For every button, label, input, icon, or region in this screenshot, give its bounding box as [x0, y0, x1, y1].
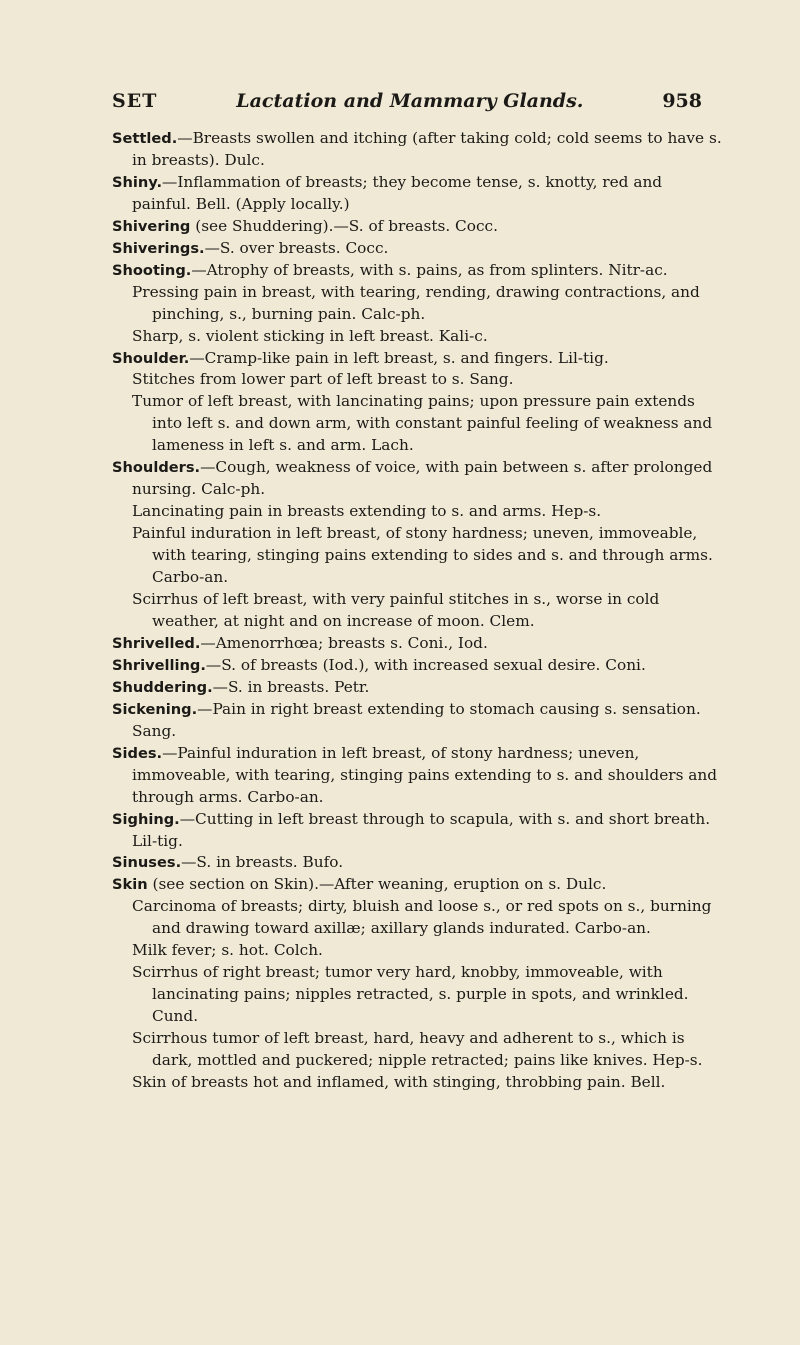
entry-text: Lancinating pain in breasts extending to s. and arms. Hep-s. — [132, 502, 602, 521]
entry-term: Sides. — [112, 744, 163, 762]
entry-heading — [112, 633, 722, 655]
entry-term: Skin — [112, 876, 148, 894]
entry-heading — [112, 743, 722, 809]
entry-heading — [112, 216, 722, 238]
entry-text: —S. in breasts. Petr. — [212, 677, 370, 696]
entry-term: Shiverings. — [112, 239, 205, 257]
entry-heading — [112, 457, 722, 501]
entry-list — [112, 128, 722, 1094]
entry-text: Carcinoma of breasts; dirty, bluish and loose s., or red spots on s., burning and drawing toward axillæ; axillary glands indurated. Carbo-an. — [132, 897, 712, 938]
entry-sub — [112, 896, 722, 940]
page-number: 958 — [662, 90, 702, 112]
entry-term: Shrivelled. — [112, 634, 201, 652]
entry-heading — [112, 655, 722, 677]
entry-heading — [112, 874, 722, 896]
entry-text: Milk fever; s. hot. Colch. — [132, 941, 323, 960]
entry-term: Shuddering. — [112, 678, 213, 696]
entry-text: Scirrhus of left breast, with very painful stitches in s., worse in cold weather, at night and on increase of moon. Clem. — [132, 590, 660, 630]
entry-text: Painful induration in left breast, of stony hardness; uneven, immoveable, with tearing, stinging pains extending to sides and s. and through arms. Carbo-an. — [132, 524, 713, 587]
header-guide-word: SET — [112, 90, 158, 112]
entry-text: Sharp, s. violent sticking in left breast. Kali-c. — [132, 326, 488, 345]
entry-text: Skin of breasts hot and inflamed, with stinging, throbbing pain. Bell. — [132, 1072, 666, 1091]
entry-term: Shoulder. — [112, 349, 190, 367]
entry-sub — [112, 589, 722, 633]
entry-term: Shiny. — [112, 173, 163, 191]
running-header — [112, 90, 702, 112]
entry-sub — [112, 523, 722, 589]
entry-text: (see Shuddering).—S. of breasts. Cocc. — [190, 216, 498, 235]
entry-text: Stitches from lower part of left breast to s. Sang. — [132, 370, 514, 389]
entry-text: Scirrhus of right breast; tumor very hard, knobby, immoveable, with lancinating pains; nipples retracted, s. purple in spots, and wrinkled. Cund. — [132, 963, 689, 1026]
entry-heading — [112, 260, 722, 282]
entry-term: Shoulders. — [112, 459, 201, 477]
entry-heading — [112, 172, 722, 216]
entry-text: —S. over breasts. Cocc. — [204, 238, 389, 257]
entry-text: —Pain in right breast extending to stomach causing s. sensation. Sang. — [132, 699, 701, 740]
entry-heading — [112, 809, 722, 853]
entry-sub — [112, 282, 722, 326]
entry-text: —S. in breasts. Bufo. — [181, 853, 344, 872]
entry-heading — [112, 699, 722, 743]
entry-term: Shivering — [112, 217, 191, 235]
entry-heading — [112, 128, 722, 172]
entry-text: —Painful induration in left breast, of stony hardness; uneven, immoveable, with tearing, stinging pains extending to s. and shoulders and through arms. Carbo-an. — [132, 743, 718, 806]
entry-heading — [112, 348, 722, 370]
entry-term: Shooting. — [112, 261, 192, 279]
entry-sub — [112, 1028, 722, 1072]
header-title: Lactation and Mammary Glands. — [236, 90, 584, 112]
entry-sub — [112, 962, 722, 1028]
entry-text: —Inflammation of breasts; they become tense, s. knotty, red and painful. Bell. (Apply locally.) — [132, 172, 663, 213]
entry-sub — [112, 369, 722, 391]
entry-heading — [112, 238, 722, 260]
entry-text: —Amenorrhœa; breasts s. Coni., Iod. — [200, 633, 488, 652]
entry-term: Sighing. — [112, 810, 180, 828]
entry-term: Sinuses. — [112, 854, 182, 872]
entry-term: Sickening. — [112, 700, 198, 718]
entry-heading — [112, 677, 722, 699]
entry-sub — [112, 940, 722, 962]
entry-sub — [112, 1072, 722, 1094]
entry-text: —Atrophy of breasts, with s. pains, as from splinters. Nitr-ac. — [191, 260, 668, 279]
entry-text: —Breasts swollen and itching (after taking cold; cold seems to have s. in breasts). Dulc. — [132, 129, 722, 169]
entry-text: Tumor of left breast, with lancinating pains; upon pressure pain extends into left s. and down arm, with constant painful feeling of weakness and lameness in left s. and arm. Lach. — [132, 392, 713, 455]
entry-text: —Cramp-like pain in left breast, s. and fingers. Lil-tig. — [189, 348, 609, 367]
entry-text: —S. of breasts (Iod.), with increased sexual desire. Coni. — [205, 655, 646, 674]
entry-term: Shrivelling. — [112, 656, 206, 674]
entry-sub — [112, 501, 722, 523]
entry-text: Pressing pain in breast, with tearing, rending, drawing contractions, and pinching, s., burning pain. Calc-ph. — [132, 282, 700, 323]
entry-heading — [112, 852, 722, 874]
entry-text: —Cough, weakness of voice, with pain between s. after prolonged nursing. Calc-ph. — [132, 458, 713, 499]
entry-text: (see section on Skin).—After weaning, eruption on s. Dulc. — [147, 875, 607, 894]
entry-text: —Cutting in left breast through to scapula, with s. and short breath. Lil-tig. — [132, 809, 711, 850]
entry-sub — [112, 391, 722, 457]
entry-text: Scirrhous tumor of left breast, hard, heavy and adherent to s., which is dark, mottled and puckered; nipple retracted; pains like knives. Hep-s. — [132, 1029, 703, 1070]
entry-term: Settled. — [112, 130, 178, 147]
entry-sub — [112, 326, 722, 348]
